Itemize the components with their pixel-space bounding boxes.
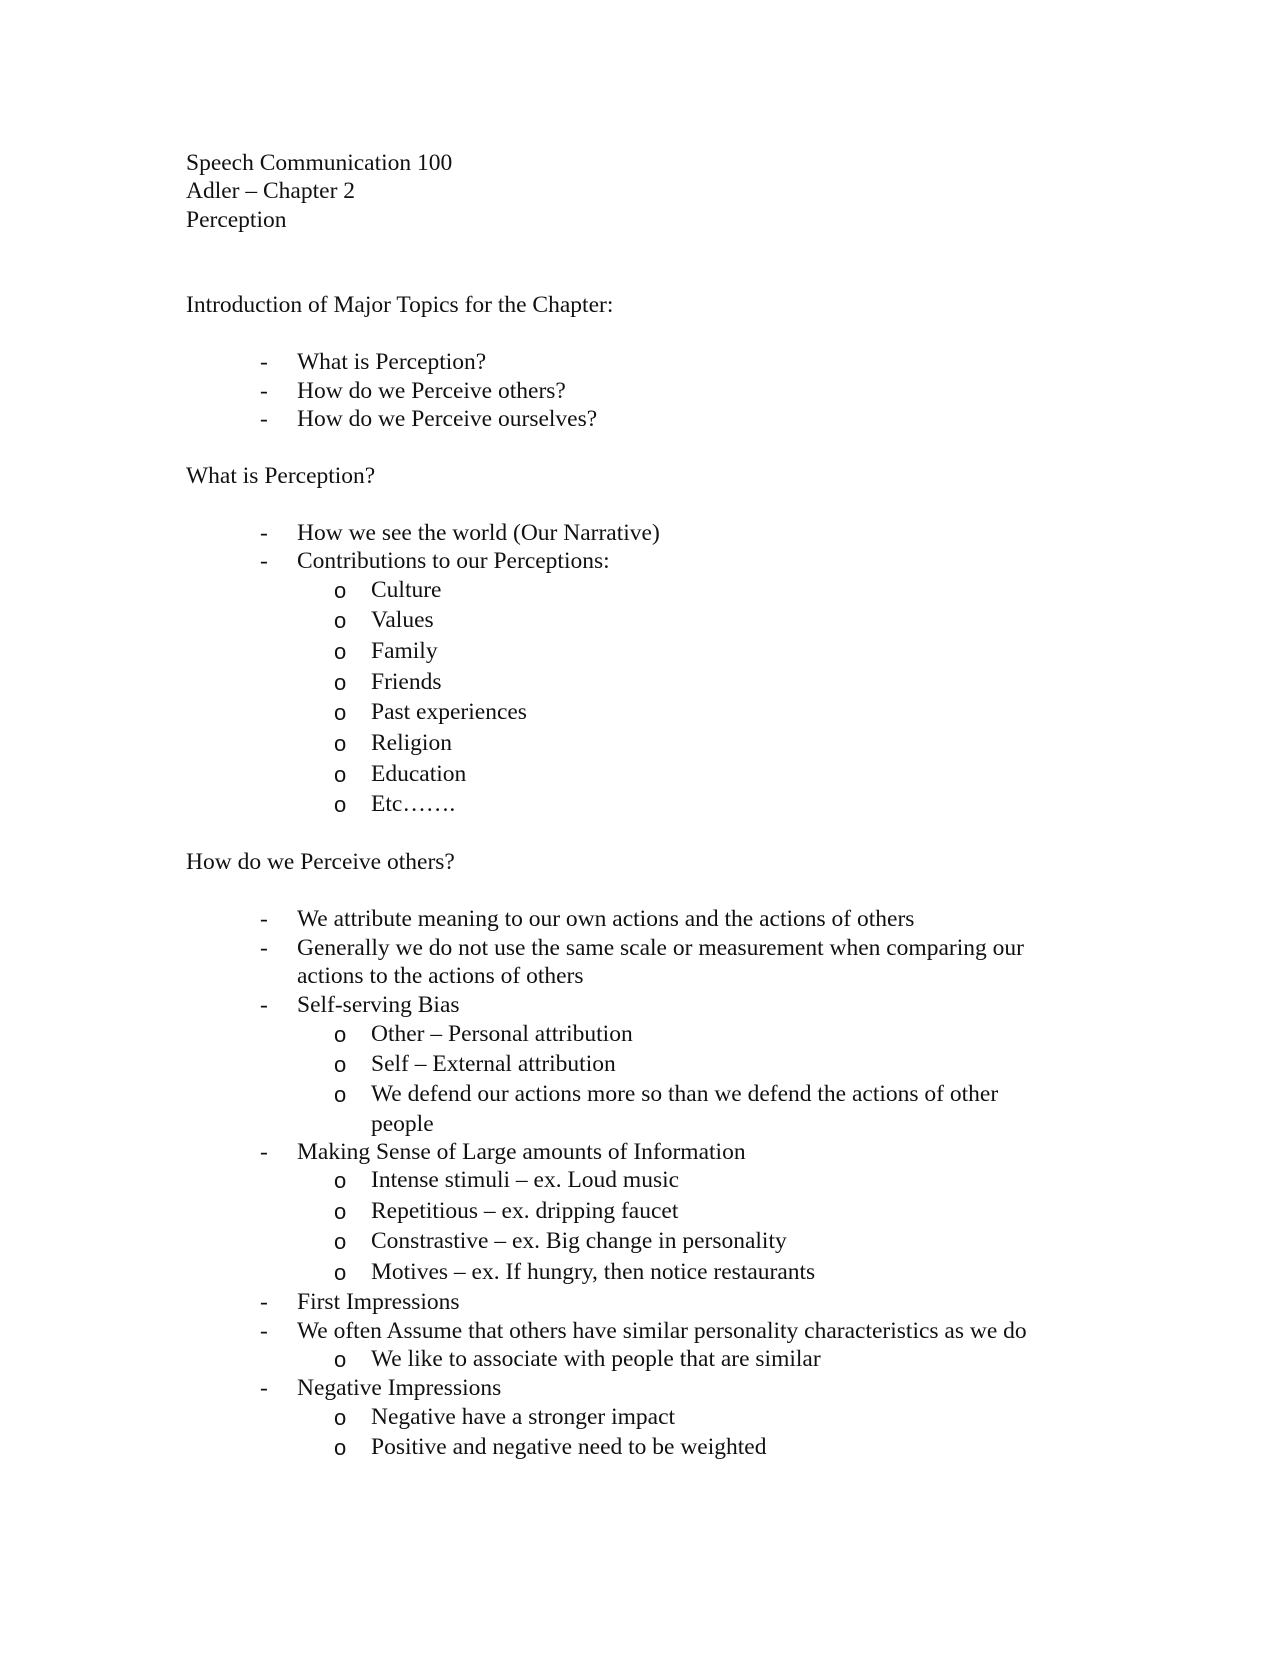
negative-sub-item: Positive and negative need to be weighted [371, 1434, 767, 1460]
bias-sub-item: Self – External attribution [371, 1051, 616, 1077]
circle-marker: o [334, 1082, 347, 1107]
negative-sub-item: Negative have a stronger impact [371, 1404, 676, 1430]
dash-marker: - [260, 520, 268, 546]
negative-impressions-item: Negative Impressions [297, 1375, 502, 1401]
course-title: Speech Communication 100 [186, 150, 453, 176]
circle-marker: o [334, 700, 347, 725]
contribution-item: Family [371, 638, 438, 664]
circle-marker: o [334, 670, 347, 695]
dash-marker: - [260, 406, 268, 432]
circle-marker: o [334, 1052, 347, 1077]
circle-marker: o [334, 1168, 347, 1193]
dash-marker: - [260, 378, 268, 404]
topic-title: Perception [186, 207, 287, 233]
bias-sub-item: Other – Personal attribution [371, 1021, 633, 1047]
contribution-item: Values [371, 607, 434, 633]
sense-sub-item: Repetitious – ex. dripping faucet [371, 1198, 679, 1224]
contribution-item: Etc……. [371, 791, 456, 817]
dash-marker: - [260, 1289, 268, 1315]
circle-marker: o [334, 792, 347, 817]
sense-sub-item: Intense stimuli – ex. Loud music [371, 1167, 680, 1193]
first-impressions-item: First Impressions [297, 1289, 460, 1315]
others-item-continued: actions to the actions of others [297, 963, 584, 989]
intro-item: How do we Perceive ourselves? [297, 406, 598, 432]
sense-sub-item: Motives – ex. If hungry, then notice restaurants [371, 1259, 816, 1285]
what-is-item: How we see the world (Our Narrative) [297, 520, 660, 546]
circle-marker: o [334, 578, 347, 603]
circle-marker: o [334, 1435, 347, 1460]
circle-marker: o [334, 1347, 347, 1372]
others-item: We attribute meaning to our own actions and the actions of others [297, 906, 915, 932]
dash-marker: - [260, 1375, 268, 1401]
bias-sub-item: We defend our actions more so than we defend the actions of other [371, 1081, 999, 1107]
sense-sub-item: Constrastive – ex. Big change in personality [371, 1228, 787, 1254]
contribution-item: Friends [371, 669, 442, 695]
contribution-item: Education [371, 761, 467, 787]
what-is-heading: What is Perception? [186, 463, 376, 489]
dash-marker: - [260, 1139, 268, 1165]
bias-sub-item-continued: people [371, 1111, 434, 1137]
others-heading: How do we Perceive others? [186, 849, 455, 875]
circle-marker: o [334, 639, 347, 664]
intro-heading: Introduction of Major Topics for the Chapter: [186, 292, 614, 318]
intro-item: How do we Perceive others? [297, 378, 566, 404]
circle-marker: o [334, 1405, 347, 1430]
chapter-title: Adler – Chapter 2 [186, 178, 356, 204]
bias-item: Self-serving Bias [297, 992, 460, 1018]
contribution-item: Culture [371, 577, 442, 603]
dash-marker: - [260, 935, 268, 961]
dash-marker: - [260, 906, 268, 932]
dash-marker: - [260, 349, 268, 375]
circle-marker: o [334, 608, 347, 633]
sense-item: Making Sense of Large amounts of Information [297, 1139, 746, 1165]
assume-sub-item: We like to associate with people that are similar [371, 1346, 821, 1372]
dash-marker: - [260, 992, 268, 1018]
dash-marker: - [260, 548, 268, 574]
circle-marker: o [334, 731, 347, 756]
contribution-item: Religion [371, 730, 452, 756]
dash-marker: - [260, 1318, 268, 1344]
assume-item: We often Assume that others have similar personality characteristics as we do [297, 1318, 1027, 1344]
circle-marker: o [334, 762, 347, 787]
circle-marker: o [334, 1022, 347, 1047]
what-is-item: Contributions to our Perceptions: [297, 548, 610, 574]
intro-item: What is Perception? [297, 349, 487, 375]
circle-marker: o [334, 1199, 347, 1224]
circle-marker: o [334, 1260, 347, 1285]
circle-marker: o [334, 1229, 347, 1254]
contribution-item: Past experiences [371, 699, 527, 725]
others-item: Generally we do not use the same scale or measurement when comparing our [297, 935, 1024, 961]
